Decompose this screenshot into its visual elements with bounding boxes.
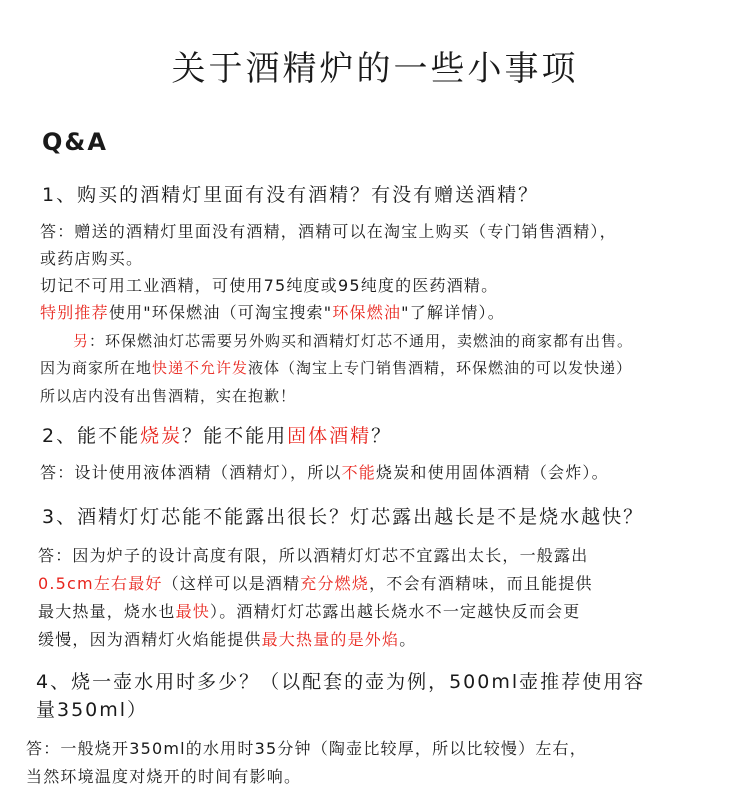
answer-3-line-3-a: 最大热量，烧水也 — [38, 602, 176, 621]
answer-1-line-5 — [73, 330, 633, 351]
answer-4-line-1: 答：一般烧开350ml的水用时35分钟（陶壶比较厚，所以比较慢）左右， — [26, 739, 587, 758]
answer-2 — [40, 460, 609, 483]
question-2-c: ？ — [371, 425, 393, 447]
highlight-full-burn: 充分燃烧 — [300, 574, 370, 593]
answer-1-line-3: 切记不可用工业酒精，可使用75纯度或95纯度的医药酒精。 — [40, 276, 499, 295]
answer-3-line-3 — [38, 599, 580, 622]
question-2 — [42, 421, 392, 448]
answer-1-line-4-end: "了解详情）。 — [401, 303, 505, 322]
answer-1-line-7: 所以店内没有出售酒精，实在抱歉！ — [40, 387, 297, 405]
answer-1-line-4 — [40, 300, 505, 323]
highlight-cannot: 不能 — [341, 463, 377, 482]
highlight-charcoal: 烧炭 — [140, 425, 183, 447]
answer-1-line-2: 或药店购买。 — [40, 249, 144, 268]
answer-3-line-2-mid: （这样可以是酒精 — [162, 574, 301, 593]
highlight-fastest: 最快 — [175, 602, 211, 621]
highlight-solid-alcohol: 固体酒精 — [287, 425, 372, 447]
highlight-recommend: 特别推荐 — [40, 303, 109, 322]
answer-1-line-4-mid: 使用"环保燃油（可淘宝搜索" — [108, 303, 333, 322]
answer-1-line-6-b: 液体（淘宝上专门销售酒精，环保燃油的可以发快递） — [248, 359, 633, 377]
answer-1-line-5-rest: ：环保燃油灯芯需要另外购买和酒精灯灯芯不通用，卖燃油的商家都有出售。 — [89, 332, 634, 350]
answer-3-line-2 — [38, 571, 593, 594]
highlight-outer-flame: 最大热量的是外焰 — [261, 630, 400, 649]
question-1: 1、购买的酒精灯里面有没有酒精？有没有赠送酒精？ — [42, 184, 540, 206]
question-4-line-2: 量350ml） — [36, 699, 149, 721]
highlight-eco-fuel: 环保燃油 — [332, 303, 402, 322]
question-2-a: 2、能不能 — [42, 425, 141, 447]
answer-2-b: 烧炭和使用固体酒精（会炸）。 — [376, 463, 609, 482]
question-4-line-1: 4、烧一壶水用时多少？（以配套的壶为例，500ml壶推荐使用容 — [36, 671, 646, 693]
question-2-b: ？能不能用 — [182, 425, 288, 447]
answer-4-line-2: 当然环境温度对烧开的时间有影响。 — [26, 767, 302, 786]
question-3: 3、酒精灯灯芯能不能露出很长？灯芯露出越长是不是烧水越快？ — [42, 506, 645, 528]
answer-3-line-4 — [38, 627, 416, 650]
qa-heading: Q&A — [42, 128, 108, 156]
answer-1-line-6-a: 因为商家所在地 — [40, 359, 153, 377]
page-title: 关于酒精炉的一些小事项 — [171, 49, 579, 89]
highlight-no-express: 快递不允许发 — [152, 359, 249, 377]
answer-3-line-3-b: ）。酒精灯灯芯露出越长烧水不一定越快反而会更 — [210, 602, 581, 621]
answer-2-a: 答：设计使用液体酒精（酒精灯），所以 — [40, 463, 342, 482]
answer-1-line-6 — [40, 357, 632, 378]
highlight-half-cm: 0.5cm左右最好 — [38, 574, 163, 593]
highlight-also: 另 — [73, 332, 90, 350]
answer-3-line-1: 答：因为炉子的设计高度有限，所以酒精灯灯芯不宜露出太长，一般露出 — [38, 546, 589, 565]
answer-3-line-2-end: ，不会有酒精味，而且能提供 — [369, 574, 593, 593]
answer-1-line-1: 答：赠送的酒精灯里面没有酒精，酒精可以在淘宝上购买（专门销售酒精）， — [40, 222, 617, 241]
answer-3-line-4-b: 。 — [399, 630, 417, 649]
answer-3-line-4-a: 缓慢，因为酒精灯火焰能提供 — [38, 630, 262, 649]
